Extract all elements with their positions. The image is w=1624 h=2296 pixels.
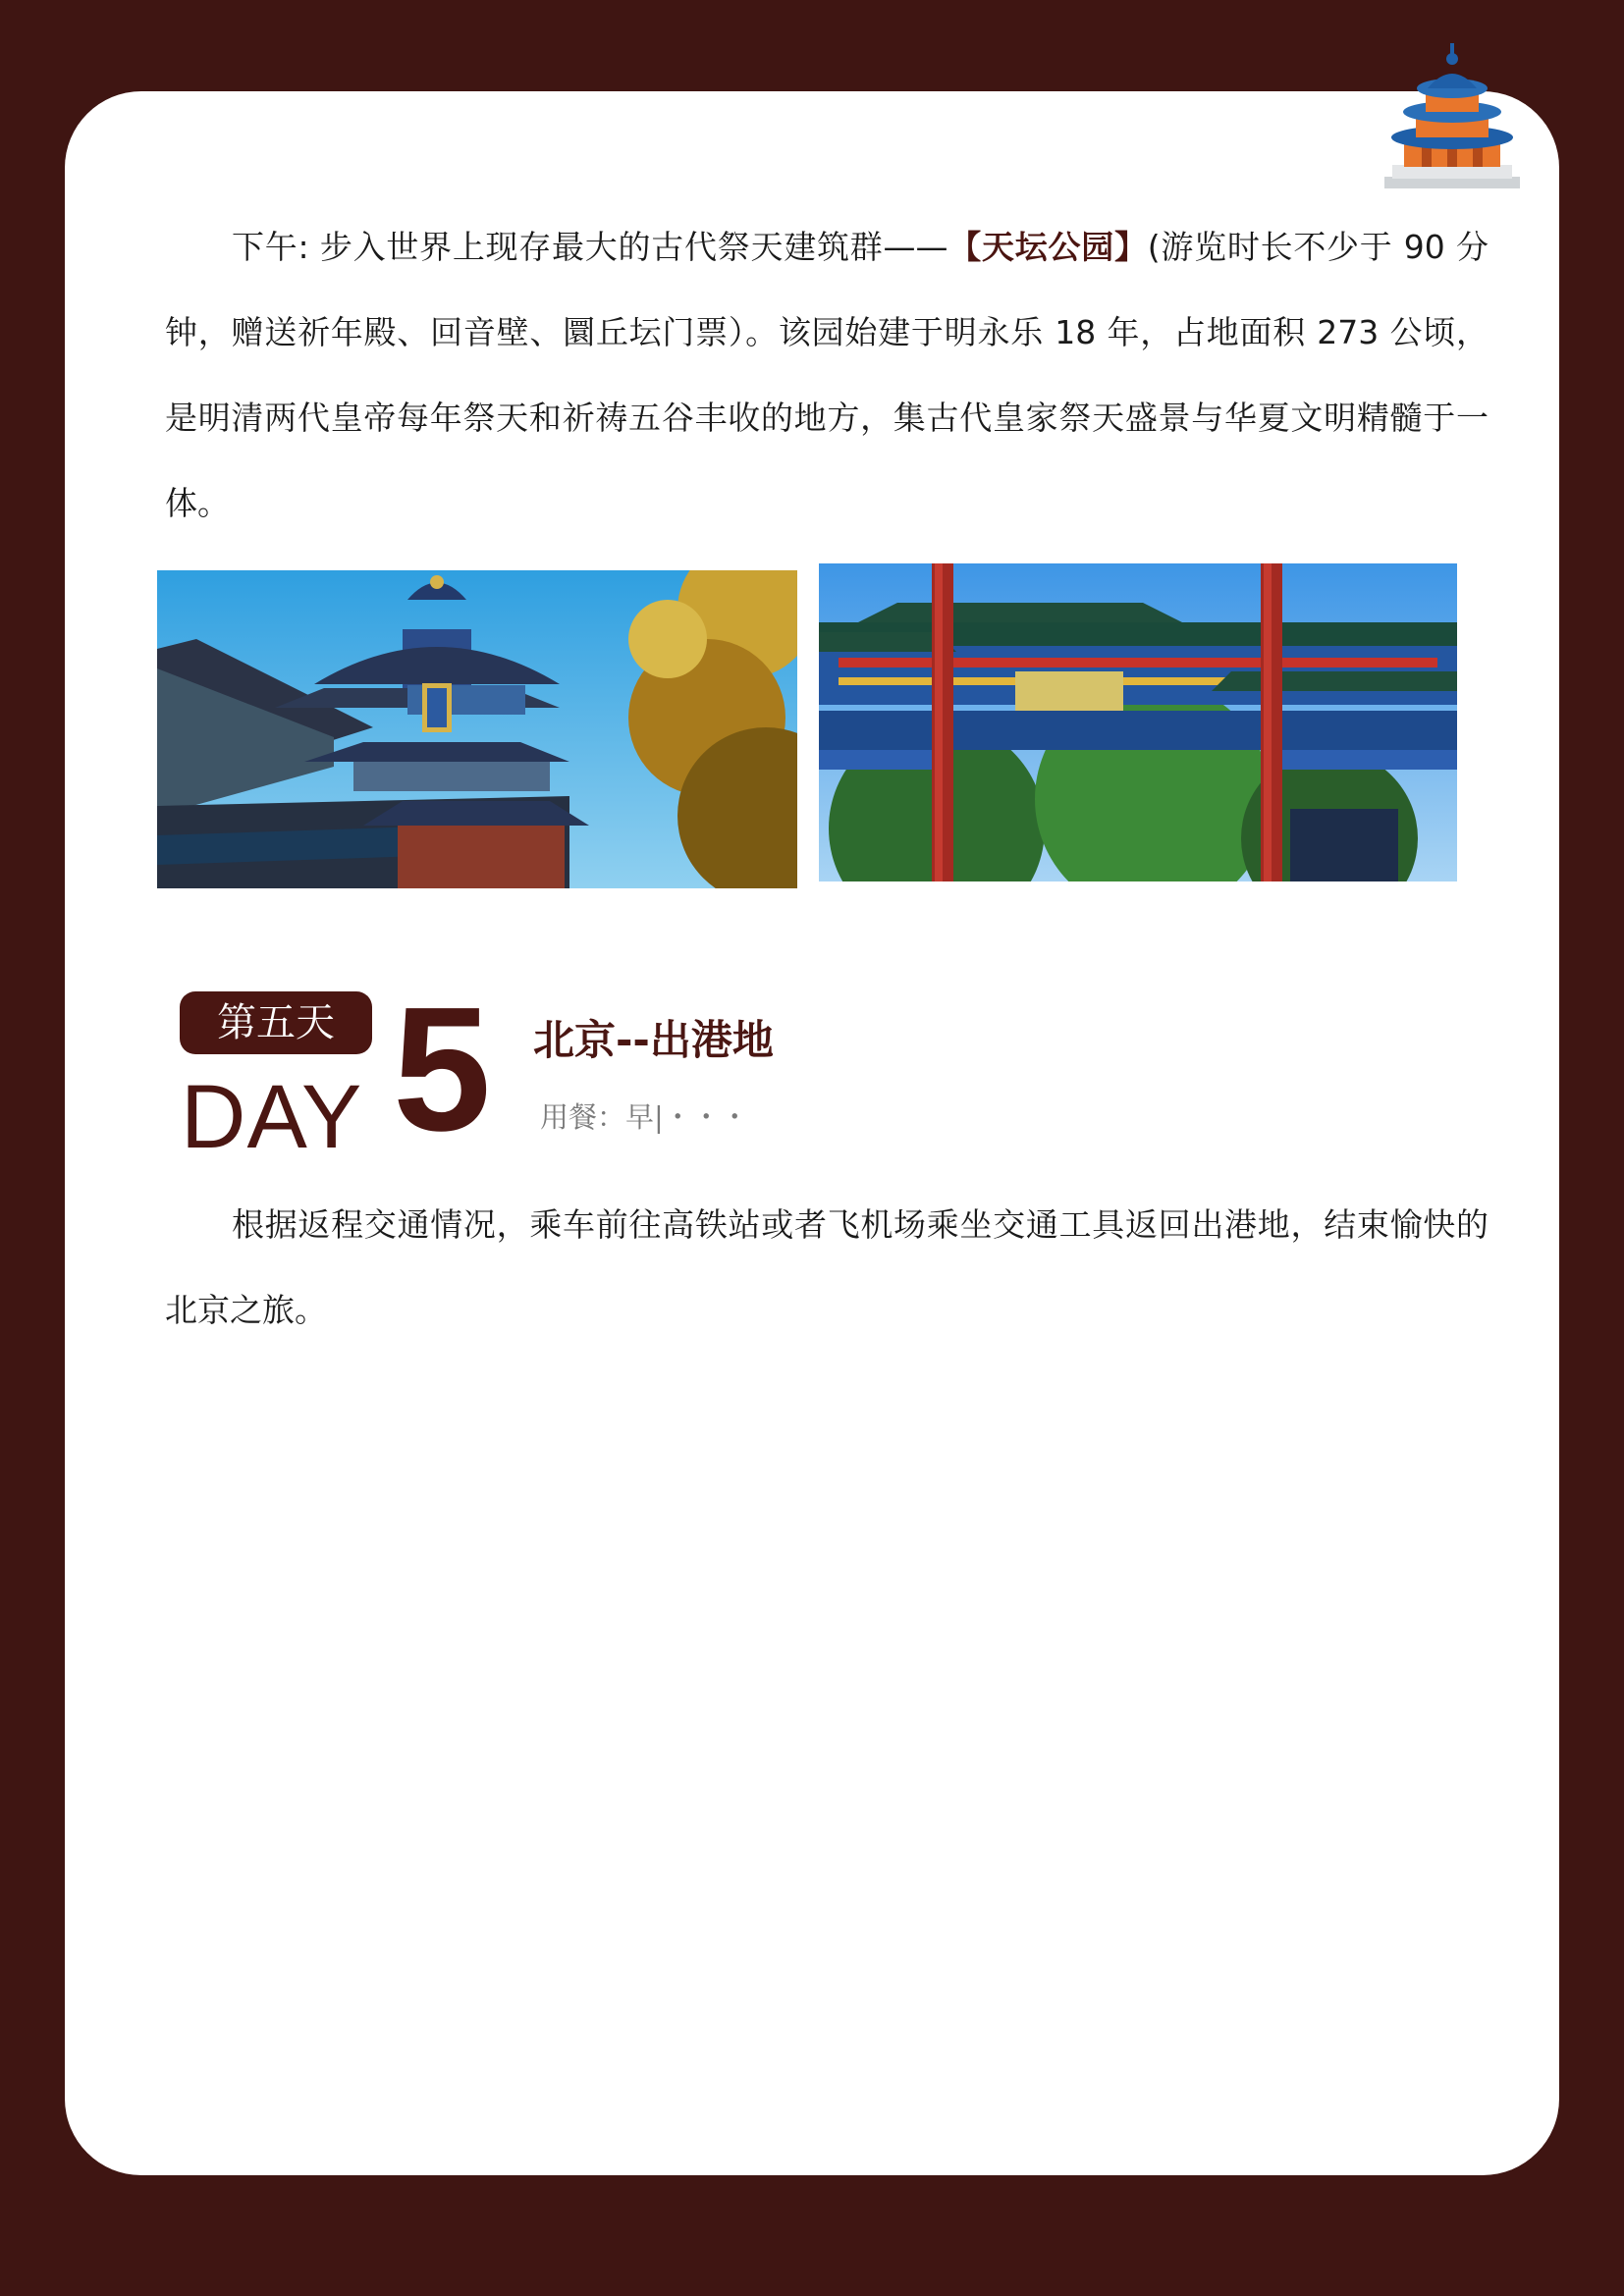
afternoon-paragraph <box>165 204 1489 546</box>
day-badge: 第五天 <box>180 991 372 1054</box>
afternoon-prefix: 下午: 步入世界上现存最大的古代祭天建筑群—— <box>232 228 948 266</box>
temple-logo <box>1379 39 1526 196</box>
day-description: 根据返程交通情况，乘车前往高铁站或者飞机场乘坐交通工具返回出港地，结束愉快的北京之旅。 <box>165 1205 1489 1329</box>
archway-photo <box>819 563 1457 881</box>
day-title: 北京--出港地 <box>533 1016 774 1064</box>
day-word: DAY <box>181 1067 363 1167</box>
meal-info: 用餐：早|・・・ <box>540 1100 749 1134</box>
day-number: 5 <box>393 971 492 1168</box>
temple-of-heaven-highlight: 【天坛公园】 <box>947 228 1148 266</box>
afternoon-suffix: (游览时长不少于 90 分钟，赠送祈年殿、回音壁、圜丘坛门票）。该园始建于明永乐 18 年，占地面积 273 公顷，是明清两代皇帝每年祭天和祈祷五谷丰收的地方，集古代皇家祭天盛景与华夏文明精髓于一体。 <box>165 228 1489 522</box>
hall-of-prayer-photo <box>157 570 797 888</box>
